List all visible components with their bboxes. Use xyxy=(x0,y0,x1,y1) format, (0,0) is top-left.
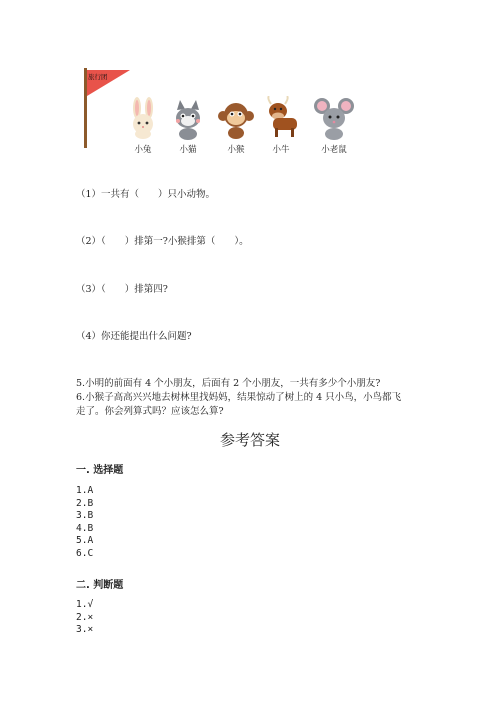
answer-title: 参考答案 xyxy=(219,431,280,449)
section-1-heading: 一. 选择题 xyxy=(76,465,124,476)
animal-mouse xyxy=(304,96,364,156)
animal-label: 小猫 xyxy=(179,145,197,155)
answer-item: 6.C xyxy=(76,547,94,559)
animal-cow xyxy=(251,96,311,156)
answer-item: 1.A xyxy=(76,485,94,496)
answer-item: 1.√ xyxy=(76,599,94,610)
question-2: （2）（ ）排第一?小猴排第（ ）。 xyxy=(76,236,249,247)
section-2-heading: 二. 判断题 xyxy=(76,580,124,591)
section-2-answers xyxy=(76,599,93,637)
flag-label: 旅行团 xyxy=(88,73,108,81)
question-4: （4）你还能提出什么问题? xyxy=(76,331,192,342)
question-1: （1）一共有（ ）只小动物。 xyxy=(76,189,216,200)
problem-5: 5.小明的前面有 4 个小朋友，后面有 2 个小朋友，一共有多少个小朋友? xyxy=(76,378,381,389)
answer-item: 2.× xyxy=(76,611,94,623)
animal-label: 小老鼠 xyxy=(321,145,347,155)
answer-item: 5.A xyxy=(76,535,94,547)
answer-item: 4.B xyxy=(76,522,94,534)
cow-icon xyxy=(251,96,311,140)
section-1-answers xyxy=(76,485,93,561)
answer-item: 2.B xyxy=(76,497,94,509)
problem-6-line-2: 走了。你会列算式吗？应该怎么算? xyxy=(76,406,224,417)
animal-label: 小兔 xyxy=(134,145,152,155)
animal-label: 小牛 xyxy=(272,145,290,155)
animal-label: 小猴 xyxy=(227,145,245,155)
question-3: （3）（ ）排第四? xyxy=(76,284,168,295)
problem-6-line-1: 6.小猴子高高兴兴地去树林里找妈妈，结果惊动了树上的 4 只小鸟，小鸟都飞 xyxy=(76,392,402,403)
answer-item: 3.× xyxy=(76,624,94,636)
mouse-icon xyxy=(304,96,364,140)
answer-item: 3.B xyxy=(76,510,94,522)
